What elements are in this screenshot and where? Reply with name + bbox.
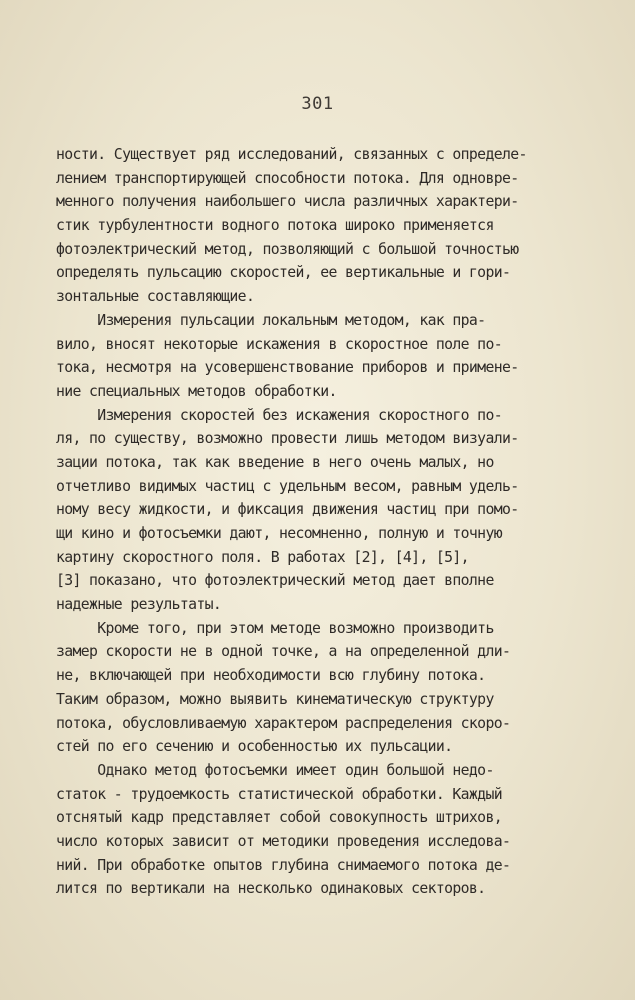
text-line: [3] показано, что фотоэлектрический метод дает вполне xyxy=(56,572,494,590)
text-line: щи кино и фотосъемки дают, несомненно, полную и точную xyxy=(56,525,502,542)
text-line: ний. При обработке опытов глубина снимаемого потока де- xyxy=(56,856,511,874)
text-line: отчетливо видимых частиц с удельным весом, равным удель- xyxy=(56,477,519,495)
text-line: Измерения скоростей без искажения скоростного по- xyxy=(56,406,502,424)
text-line: стик турбулентности водного потока широко применяется xyxy=(56,217,494,235)
text-line: надежные результаты. xyxy=(56,596,222,614)
text-line: лением транспортирующей способности потока. Для одновре- xyxy=(56,169,519,187)
text-line: картину скоростного поля. В работах [2], [4], [5], xyxy=(56,548,469,566)
text-line: замер скорости не в одной точке, а на определенной дли- xyxy=(56,643,511,661)
text-line: Кроме того, при этом методе возможно производить xyxy=(56,619,494,637)
text-line: не, включающей при необходимости всю глубину потока. xyxy=(56,667,486,685)
text-line: стей по его сечению и особенностью их пульсации. xyxy=(56,738,453,756)
text-line: отснятый кадр представляет собой совокупность штрихов, xyxy=(56,809,502,827)
text-line: Измерения пульсации локальным методом, как пра- xyxy=(56,311,486,329)
text-line: ному весу жидкости, и фиксация движения частиц при помо- xyxy=(56,501,519,519)
text-line: зации потока, так как введение в него очень малых, но xyxy=(56,453,494,471)
text-line: ля, по существу, возможно провести лишь методом визуали- xyxy=(56,430,519,448)
text-line: определять пульсацию скоростей, ее вертикальные и гори- xyxy=(56,264,511,282)
body-text xyxy=(56,143,576,901)
text-line: Таким образом, можно выявить кинематическую структуру xyxy=(56,690,494,708)
text-line: потока, обусловливаемую характером распределения скоро- xyxy=(56,714,511,732)
text-line: ности. Существует ряд исследований, связанных с определе- xyxy=(56,146,527,163)
text-line: тока, несмотря на усовершенствование приборов и примене- xyxy=(56,359,519,377)
text-line: зонтальные составляющие. xyxy=(56,288,255,306)
text-line: фотоэлектрический метод, позволяющий с большой точностью xyxy=(56,240,519,258)
text-line: Однако метод фотосъемки имеет один большой недо- xyxy=(56,761,494,779)
text-line: менного получения наибольшего числа различных характери- xyxy=(56,193,519,211)
text-line: ние специальных методов обработки. xyxy=(56,382,337,400)
text-line: статок - трудоемкость статистической обработки. Каждый xyxy=(56,785,502,803)
text-line: число которых зависит от методики проведения исследова- xyxy=(56,832,511,850)
text-line: лится по вертикали на несколько одинаковых секторов. xyxy=(56,880,486,898)
text-line: вило, вносят некоторые искажения в скоростное поле по- xyxy=(56,335,502,353)
page-number: 301 xyxy=(301,94,334,114)
